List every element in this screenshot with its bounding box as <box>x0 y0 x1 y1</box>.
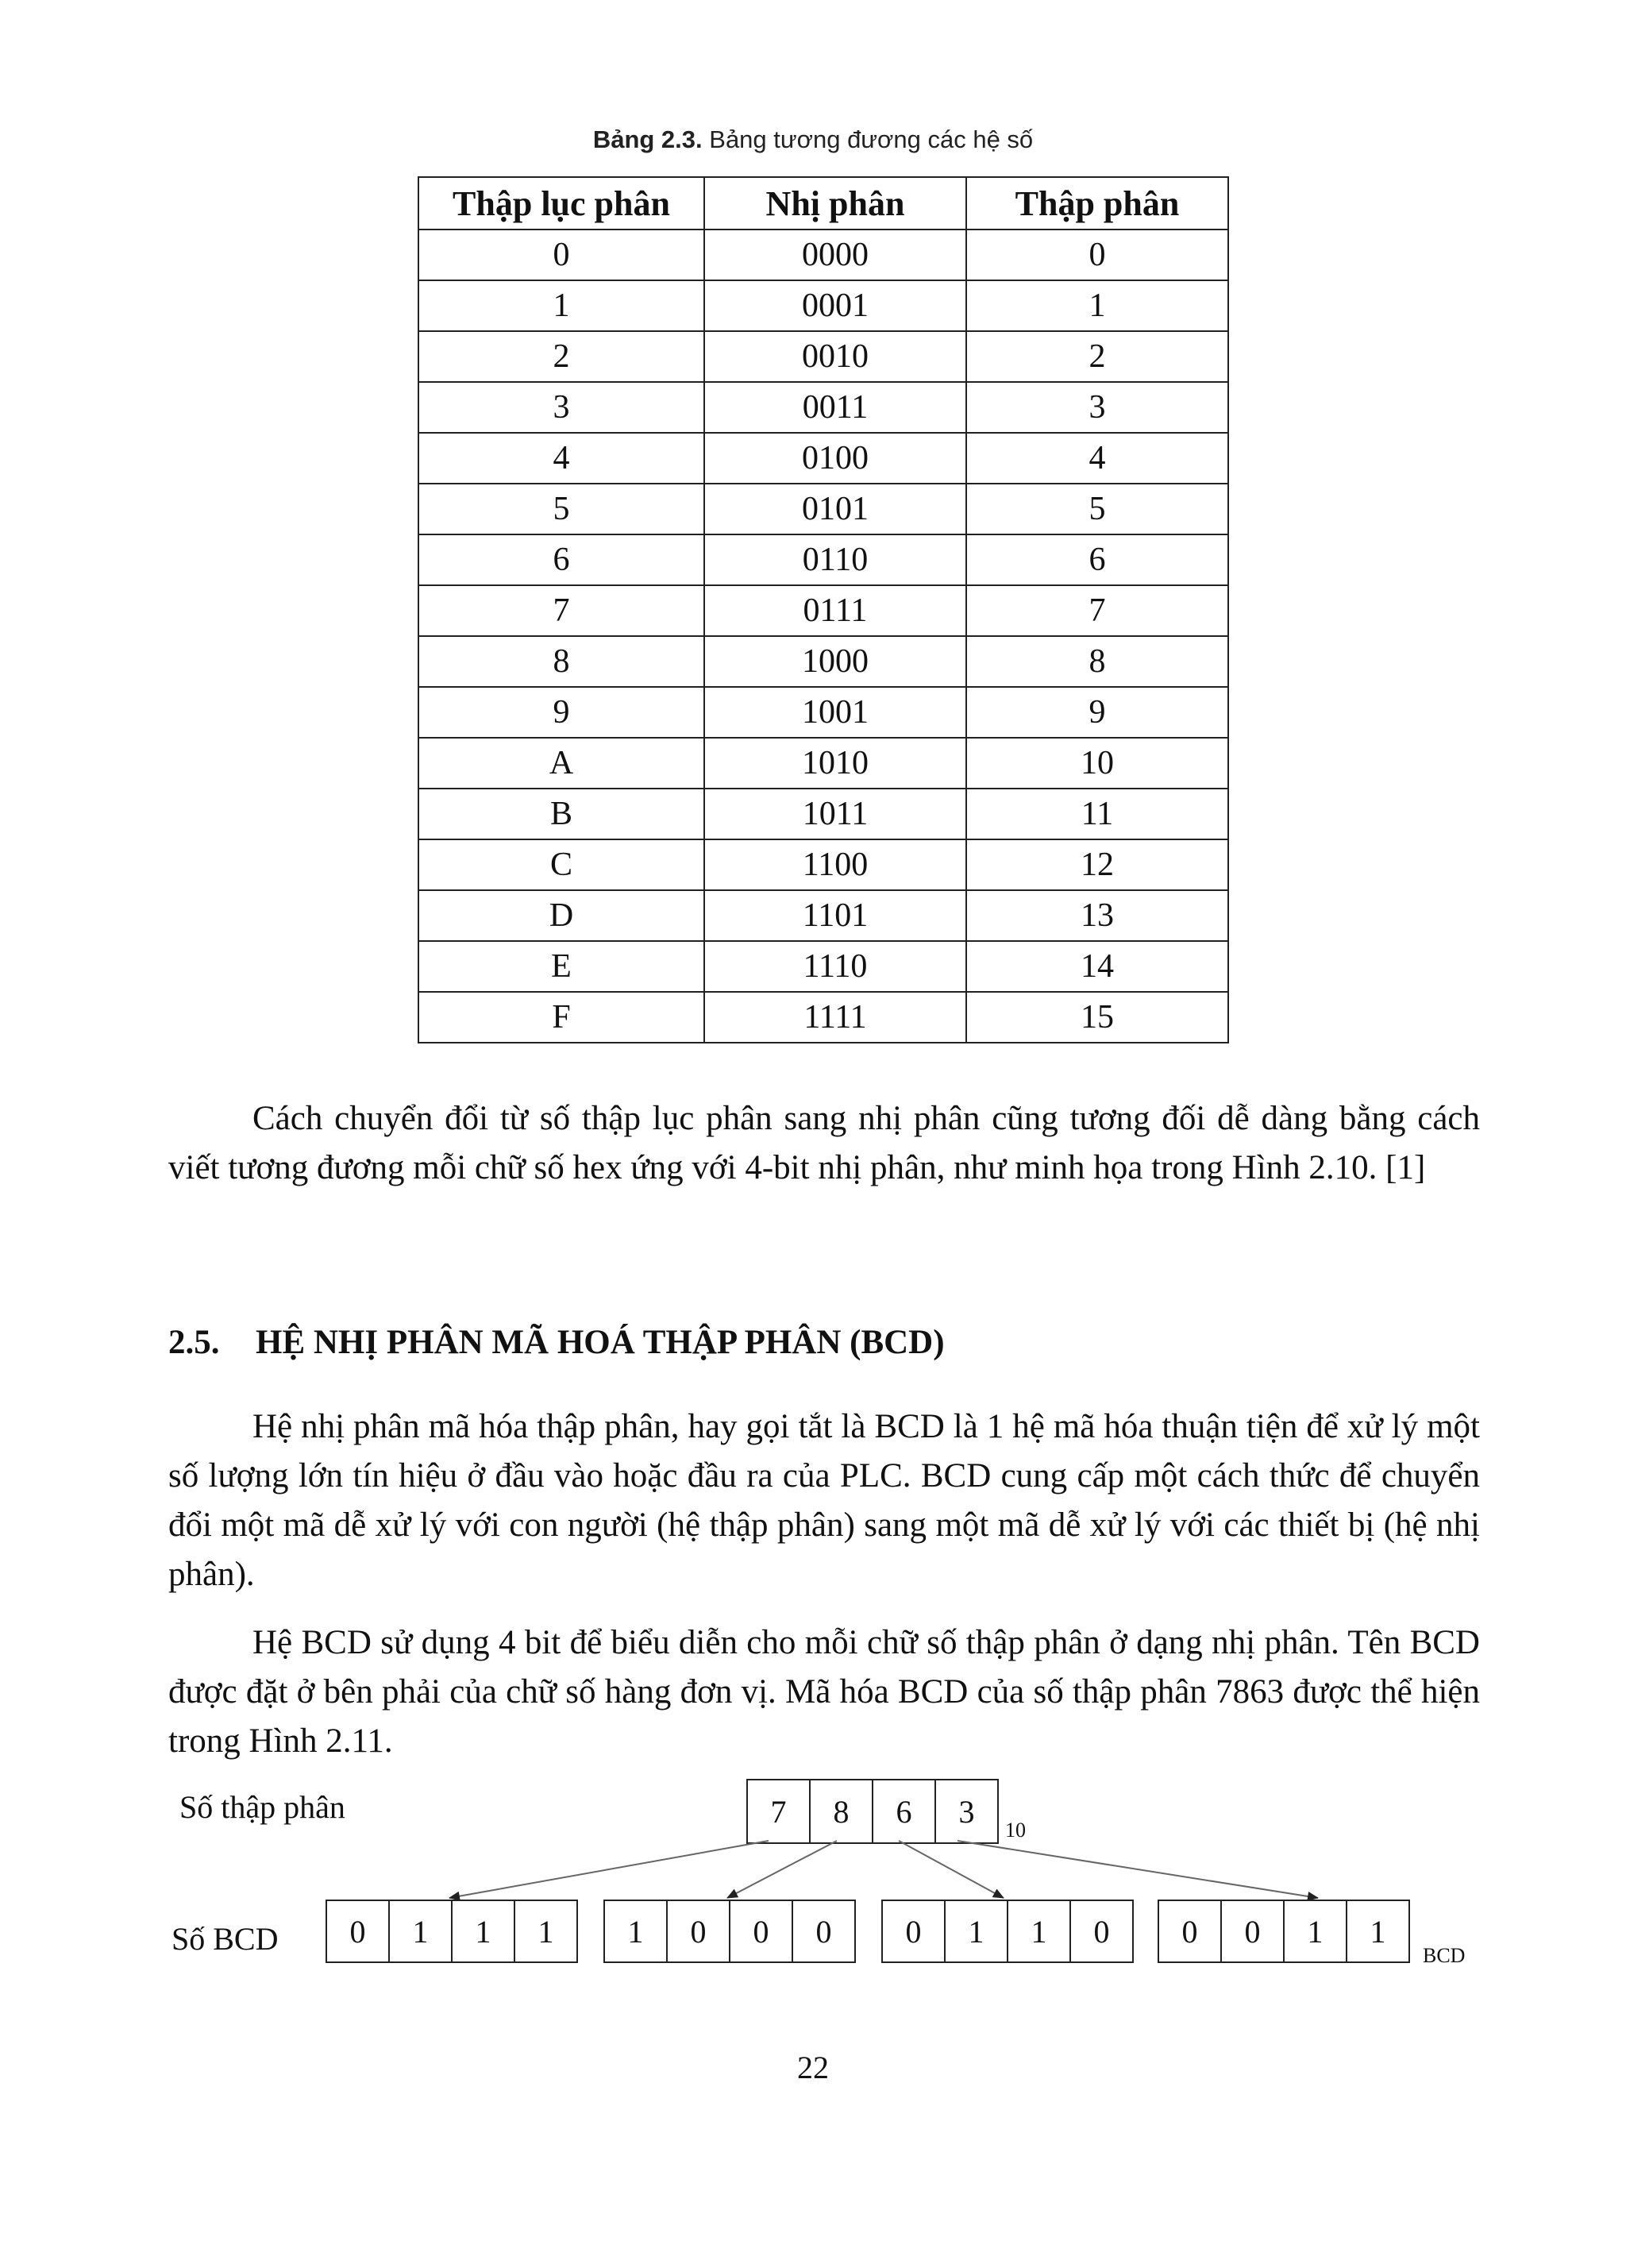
section-number: 2.5. <box>168 1324 220 1361</box>
bcd-bit: 0 <box>1222 1901 1285 1961</box>
table-cell-hex: C <box>418 839 704 890</box>
table-header-binary: Nhị phân <box>704 177 966 230</box>
table-cell-binary: 1010 <box>704 738 966 789</box>
bcd-bit: 1 <box>515 1901 578 1961</box>
table-cell-decimal: 10 <box>966 738 1228 789</box>
paragraph-text: Hệ nhị phân mã hóa thập phân, hay gọi tắt là BCD là 1 hệ mã hóa thuận tiện để xử lý một số lượng lớn tín hiệu ở đầu vào hoặc đầu ra của PLC. BCD cung cấp một cách thức để chuyển đổi một mã dễ xử lý với con người (hệ thập phân) sang một mã dễ xử lý với các thiết bị (hệ nhị phân). <box>168 1408 1480 1593</box>
table-cell-decimal: 6 <box>966 534 1228 585</box>
decimal-digit: 7 <box>748 1780 811 1842</box>
bcd-subscript: BCD <box>1423 1944 1466 1967</box>
paragraph-text: Cách chuyển đổi từ số thập lục phân sang nhị phân cũng tương đối dễ dàng bằng cách viết tương đương mỗi chữ số hex ứng với 4-bit nhị phân, như minh họa trong Hình 2.10. [1] <box>168 1100 1480 1186</box>
bcd-bit: 1 <box>1285 1901 1347 1961</box>
table-cell-decimal: 7 <box>966 585 1228 636</box>
table-cell-binary: 0001 <box>704 280 966 331</box>
decimal-digit: 6 <box>873 1780 936 1842</box>
table-cell-binary: 1110 <box>704 941 966 992</box>
conversion-arrow <box>957 1841 1318 1898</box>
table-cell-decimal: 12 <box>966 839 1228 890</box>
table-cell-decimal: 13 <box>966 890 1228 941</box>
bcd-bit: 1 <box>453 1901 515 1961</box>
bcd-bit: 1 <box>1347 1901 1410 1961</box>
bcd-bit: 1 <box>946 1901 1008 1961</box>
decimal-subscript: 10 <box>1005 1819 1026 1842</box>
bcd-bit: 0 <box>1159 1901 1222 1961</box>
bcd-bit: 0 <box>793 1901 856 1961</box>
paragraph-text: Hệ BCD sử dụng 4 bit để biểu diễn cho mỗi chữ số thập phân ở dạng nhị phân. Tên BCD được đặt ở bên phải của chữ số hàng đơn vị. Mã hóa BCD của số thập phân 7863 được thể hiện trong Hình 2.11. <box>168 1624 1480 1760</box>
table-cell-hex: 7 <box>418 585 704 636</box>
bcd-bit: 1 <box>605 1901 668 1961</box>
bcd-bit: 0 <box>327 1901 390 1961</box>
table-cell-hex: F <box>418 992 704 1043</box>
table-caption-number: Bảng 2.3. <box>592 125 703 153</box>
table-cell-hex: 8 <box>418 636 704 687</box>
table-cell-decimal: 5 <box>966 484 1228 534</box>
bcd-bit: 0 <box>730 1901 793 1961</box>
table-cell-binary: 0100 <box>704 433 966 484</box>
bcd-bit: 0 <box>883 1901 946 1961</box>
table-header-decimal: Thập phân <box>966 177 1228 230</box>
decimal-label: Số thập phân <box>179 1789 345 1825</box>
table-cell-decimal: 0 <box>966 230 1228 280</box>
table-cell-decimal: 14 <box>966 941 1228 992</box>
table-cell-decimal: 3 <box>966 382 1228 433</box>
table-cell-binary: 1111 <box>704 992 966 1043</box>
table-cell-binary: 0010 <box>704 331 966 382</box>
table-cell-binary: 0111 <box>704 585 966 636</box>
table-cell-hex: B <box>418 789 704 839</box>
table-cell-decimal: 11 <box>966 789 1228 839</box>
table-cell-binary: 0110 <box>704 534 966 585</box>
conversion-arrow <box>899 1841 1004 1898</box>
table-caption-text: Bảng tương đương các hệ số <box>709 125 1034 153</box>
decimal-digit: 8 <box>811 1780 873 1842</box>
table-cell-hex: A <box>418 738 704 789</box>
table-cell-hex: 5 <box>418 484 704 534</box>
table-cell-hex: 6 <box>418 534 704 585</box>
table-cell-decimal: 2 <box>966 331 1228 382</box>
table-cell-hex: D <box>418 890 704 941</box>
conversion-arrow <box>449 1841 769 1898</box>
page-number: 22 <box>797 2050 829 2085</box>
table-cell-binary: 0011 <box>704 382 966 433</box>
table-cell-decimal: 1 <box>966 280 1228 331</box>
bcd-bit: 1 <box>390 1901 453 1961</box>
table-cell-hex: 2 <box>418 331 704 382</box>
bcd-bit: 0 <box>668 1901 730 1961</box>
table-cell-binary: 0101 <box>704 484 966 534</box>
bcd-bit: 0 <box>1071 1901 1134 1961</box>
table-cell-decimal: 15 <box>966 992 1228 1043</box>
table-cell-binary: 1001 <box>704 687 966 738</box>
table-cell-hex: 1 <box>418 280 704 331</box>
table-header-hex: Thập lục phân <box>418 177 704 230</box>
table-cell-binary: 1011 <box>704 789 966 839</box>
section-title: HỆ NHỊ PHÂN MÃ HOÁ THẬP PHÂN (BCD) <box>256 1324 945 1361</box>
table-cell-binary: 1000 <box>704 636 966 687</box>
table-cell-hex: 3 <box>418 382 704 433</box>
table-cell-hex: 9 <box>418 687 704 738</box>
decimal-digit: 3 <box>936 1780 999 1842</box>
bcd-label: Số BCD <box>171 1921 279 1957</box>
conversion-arrow <box>727 1841 837 1898</box>
table-cell-hex: 4 <box>418 433 704 484</box>
bcd-bit: 1 <box>1008 1901 1071 1961</box>
table-cell-decimal: 9 <box>966 687 1228 738</box>
table-cell-binary: 0000 <box>704 230 966 280</box>
table-cell-hex: E <box>418 941 704 992</box>
table-cell-binary: 1100 <box>704 839 966 890</box>
table-cell-hex: 0 <box>418 230 704 280</box>
table-cell-binary: 1101 <box>704 890 966 941</box>
table-cell-decimal: 4 <box>966 433 1228 484</box>
table-cell-decimal: 8 <box>966 636 1228 687</box>
